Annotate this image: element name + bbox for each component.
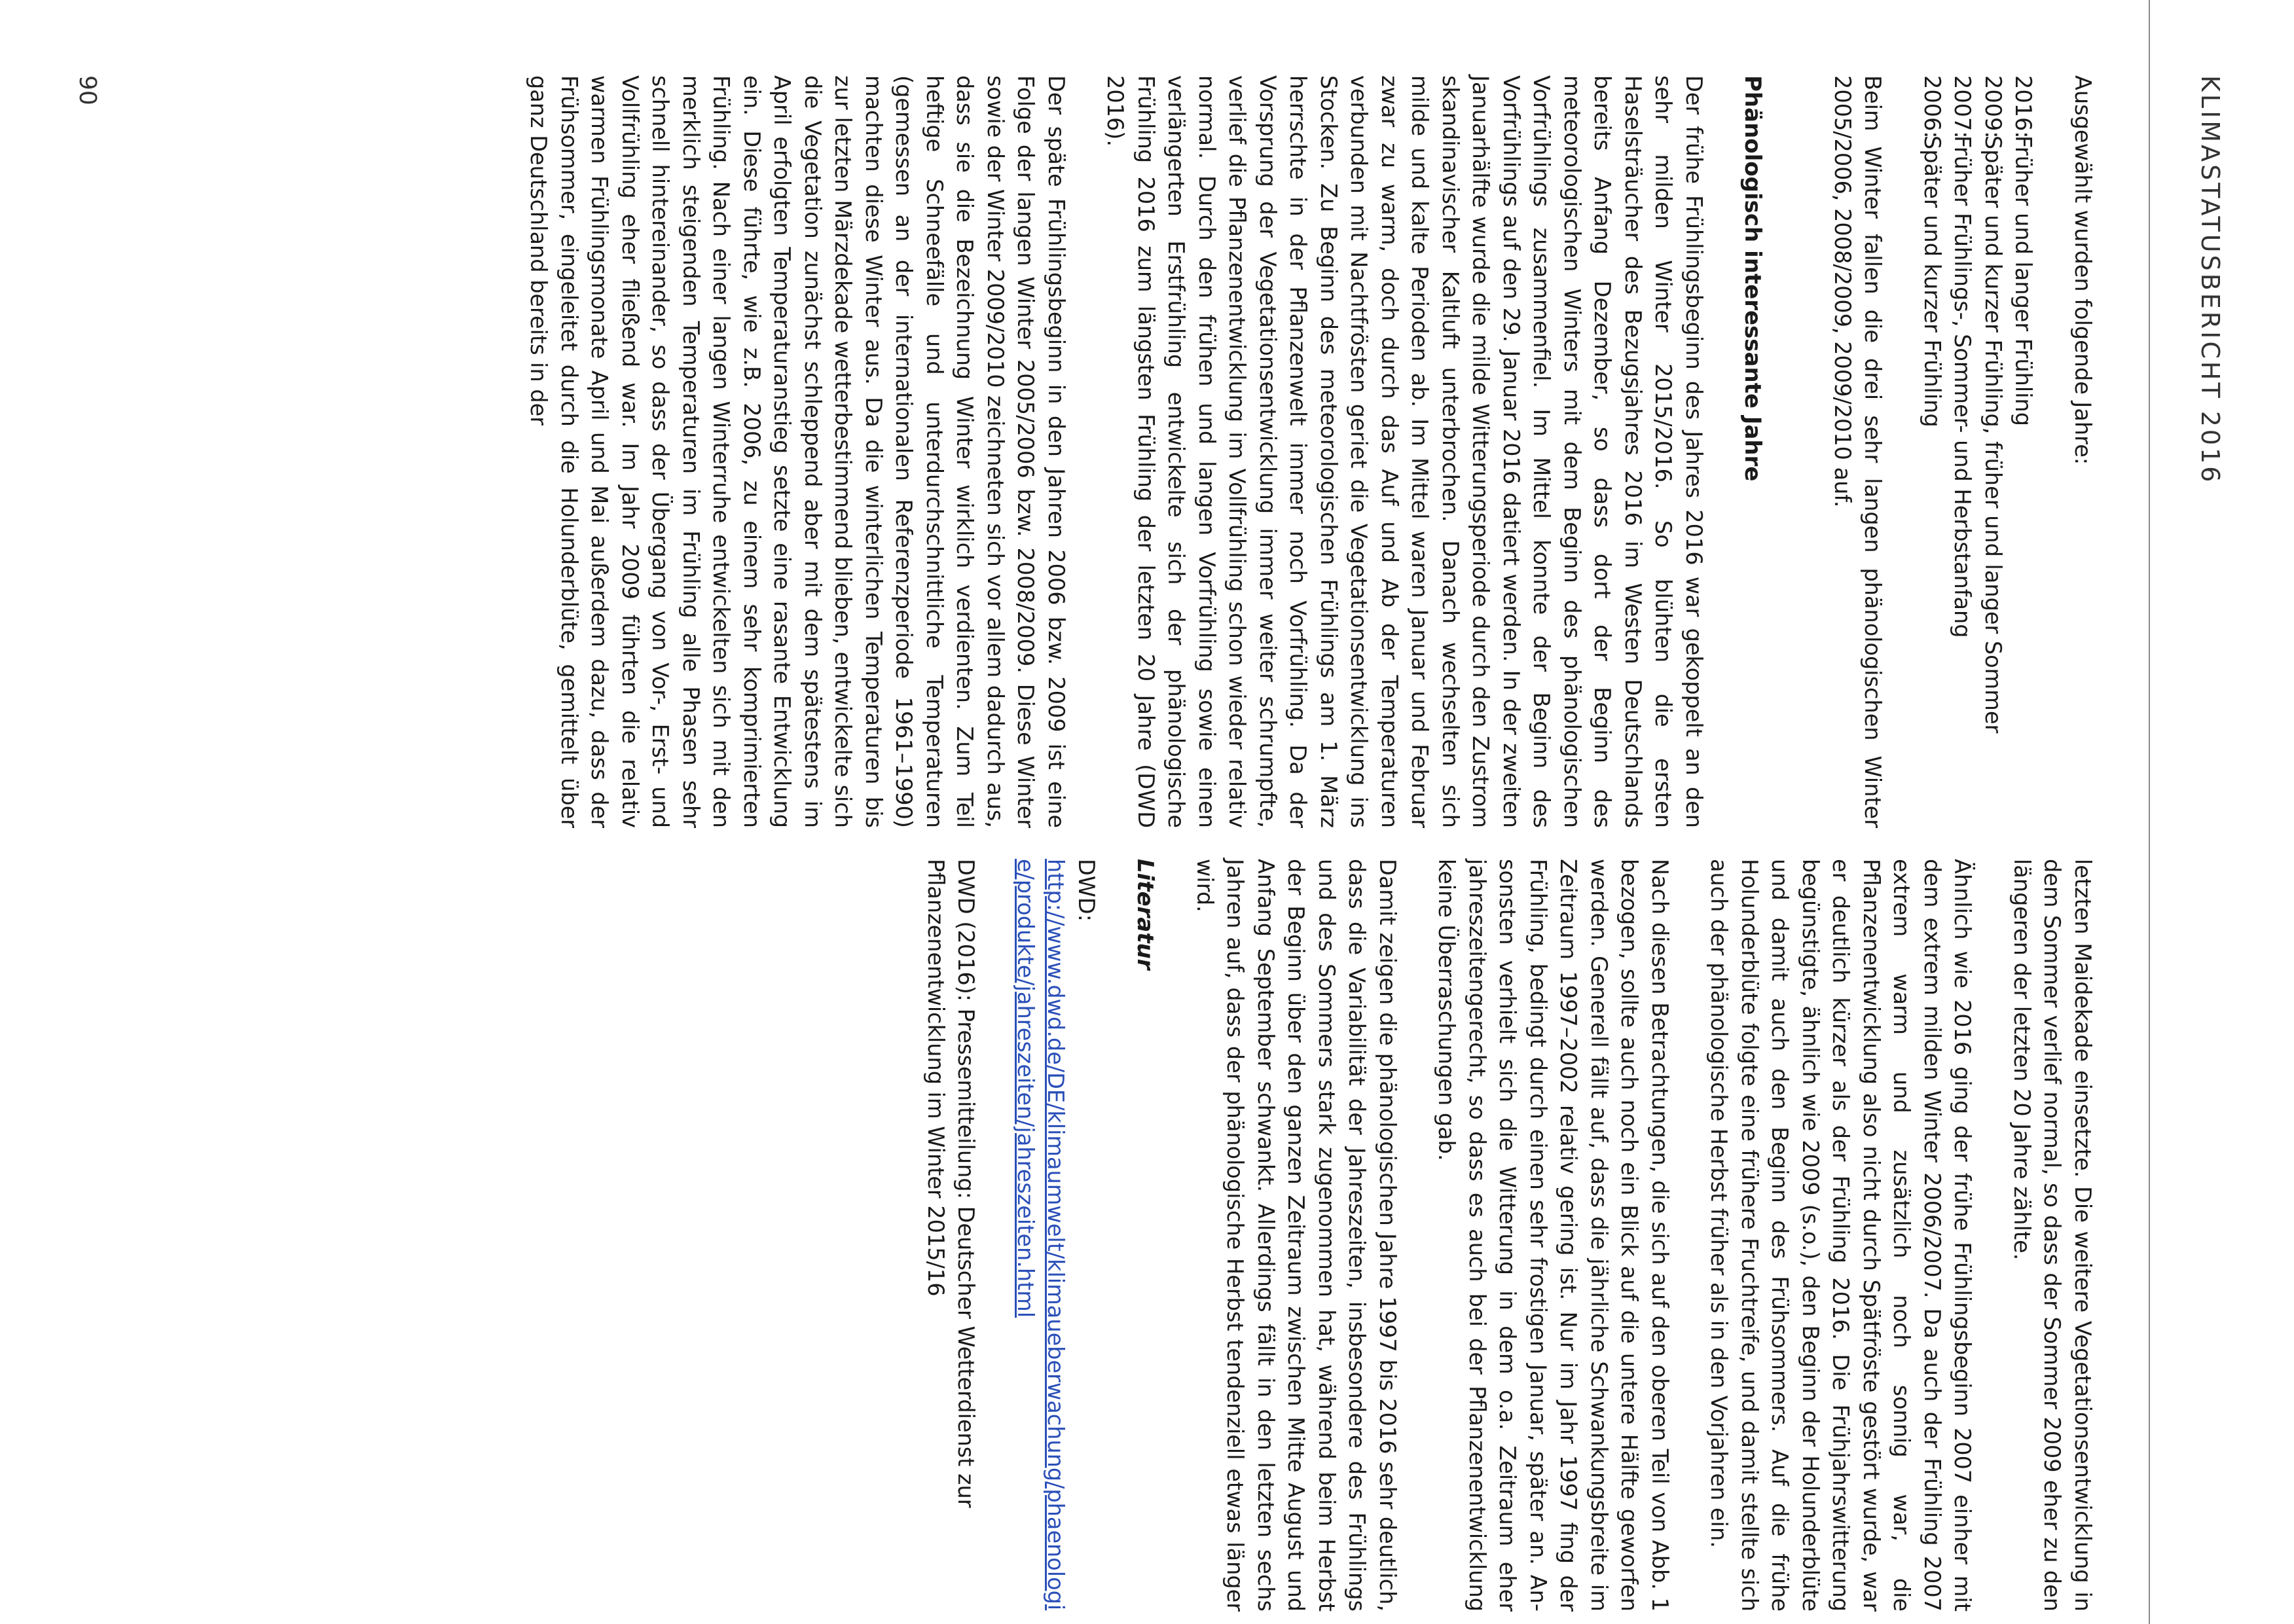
body-paragraph: letzten Maidekade einsetzte. Die weitere Vegetationsentwicklung in dem Sommer verlief normal, so dass der Sommer 2009 eher zu den längeren der letzten 20 Jahre zählte. [2009, 859, 2096, 1612]
section-heading: Phänologisch interessante Jahre [1739, 75, 1766, 482]
reference-link[interactable]: http://www.dwd.de/DE/klimaumwelt/klimaueberwachung/phaenologie/produkte/jahreszeiten/jahreszeiten.html [1013, 859, 1069, 1611]
list-year: 2009: [1980, 75, 2006, 139]
list-year: 2016: [2011, 75, 2037, 139]
running-head: KLIMASTATUSBERICHT 2016 [2196, 75, 2225, 485]
literature-heading: Literatur [1132, 859, 1159, 970]
body-paragraph: Nach diesen Betrachtungen, die sich auf den oberen Teil von Abb. 1 bezogen, sollte auch noch ein Blick auf die untere Hälfte geworfen werden. Generell fällt auf, dass die jährliche Schwankungsbreite im Zeitraum 1997–2002 relativ gering ist. Nur im Jahr 1997 fing der Frühling, bedingt durch einen sehr frostigen Januar, später an. Ansonsten verhielt sich die Witterung in dem o.a. Zeitraum eher jahreszeitengerecht, so dass es auch bei der Pflanzenentwicklung keine Überraschungen gab. [1434, 859, 1673, 1612]
list-text: Später und kurzer Frühling, früher und langer Sommer [1980, 135, 2006, 734]
list-item [1947, 75, 1978, 828]
list-text: Früher und langer Frühling [2011, 135, 2037, 427]
winters-note: Beim Winter fallen die drei sehr langen phänologischen Winter 2005/2006, 2008/2009, 2009/2010 auf. [1830, 75, 1886, 828]
reference-label: DWD: [1074, 859, 1099, 922]
page-number: 90 [74, 75, 101, 105]
list-year: 2007: [1950, 75, 1976, 139]
header-rule [2149, 0, 2150, 1624]
list-year: 2006: [1920, 75, 1945, 139]
reference-entry: DWD (2016): Pressemitteilung: Deutscher Wetterdienst zur Pflanzenentwicklung im Winter 2015/16 [923, 859, 979, 1508]
body-paragraph: Damit zeigen die phänologischen Jahre 1997 bis 2016 sehr deutlich, dass die Variabilität der Jahreszeiten, insbesondere des Frühlings und des Sommers stark zugenommen hat, während beim Herbst der Beginn über den ganzen Zeitraum zwischen Mitte August und Anfang September schwankt. Allerdings fällt in den letzten sechs Jahren auf, dass der phänologische Herbst tendenziell etwas länger wird. [1192, 859, 1400, 1612]
list-text: Früher Frühlings-, Sommer- und Herbstanfang [1950, 135, 1976, 638]
list-item [1978, 75, 2009, 828]
body-paragraph: Der frühe Frühlingsbeginn des Jahres 2016 war gekoppelt an den sehr milden Winter 2015/2016. So blühten die ersten Haselsträucher des Bezugsjahres 2016 im Westen Deutschlands bereits Anfang Dezember, so dass dort der Beginn des meteorologischen Winters mit dem Beginn des phänologischen Vorfrühlings zusammenfiel. Im Mittel konnte der Beginn des Vorfrühlings auf den 29. Januar 2016 datiert werden. In der zweiten Januarhälfte wurde die milde Witterungsperiode durch den Zustrom skandinavischer Kaltluft unterbrochen. Danach wechselten sich milde und kalte Perioden ab. Im Mittel waren Januar und Februar zwar zu warm, doch durch das Auf und Ab der Temperaturen verbunden mit Nachtfrösten geriet die Vegetationsentwicklung ins Stocken. Zu Beginn des meteorologischen Frühlings am 1. März herrschte in der Pflanzenwelt immer noch Vorfrühling. Da der Vorsprung der Vegetationsentwicklung immer weiter schrumpfte, verlief die Pflanzenentwicklung im Vollfrühling schon wieder relativ normal. Durch den frühen und langen Vorfrühling sowie einen verlängerten Erstfrühling entwickelte sich der phänologische Frühling 2016 zum längsten Frühling der letzten 20 Jahre (DWD 2016). [1102, 75, 1707, 828]
intro-text: Ausgewählt wurden folgende Jahre: [2070, 75, 2096, 465]
body-paragraph: Ähnlich wie 2016 ging der frühe Frühlingsbeginn 2007 einher mit dem extrem milden Winter 2006/2007. Da auch der Frühling 2007 extrem warm und zusätzlich noch sonnig war, die Pflanzenentwicklung also nicht durch Spätfröste gestört wurde, war er deutlich kürzer als der Frühling 2016. Die Frühjahrswitterung begünstigte, ähnlich wie 2009 (s.o.), den Beginn der Holunderblüte und damit auch den Beginn des Frühsommers. Auf die frühe Holunderblüte folgte eine frühere Fruchtreife, und damit stellte sich auch der phänologische Herbst früher als in den Vorjahren ein. [1706, 859, 1976, 1612]
list-item [2008, 75, 2039, 828]
year-list [1917, 75, 2039, 828]
left-column [494, 75, 2098, 828]
right-column [892, 859, 2098, 1612]
list-item [1917, 75, 1948, 828]
body-paragraph: Der späte Frühlingsbeginn in den Jahren 2006 bzw. 2009 ist eine Folge der langen Winter 2005/2006 bzw. 2008/2009. Diese Winter sowie der Winter 2009/2010 zeichneten sich vor allem dadurch aus, dass sie die Bezeichnung Winter wirklich verdienten. Zum Teil heftige Schneefälle und unterdurchschnittliche Temperaturen (gemessen an der internationalen Referenzperiode 1961–1990) machten diese Winter aus. Da die winterlichen Temperaturen bis zur letzten Märzdekade wetterbestimmend blieben, entwickelte sich die Vegetation zunächst schleppend aber mit dem spätestens im April erfolgten Temperaturanstieg setzte eine rasante Entwicklung ein. Diese führte, wie z.B. 2006, zu einem sehr komprimierten Frühling. Nach einer langen Winterruhe entwickelten sich mit den merklich steigenden Temperaturen im Frühling alle Phasen sehr schnell hintereinander, so dass der Übergang von Vor-, Erst- und Vollfrühling eher fließend war. Im Jahr 2009 führten die relativ warmen Frühlingsmonate April und Mai außerdem dazu, dass der Frühsommer, eingeleitet durch die Holunderblüte, gemittelt über ganz Deutschland bereits in der [526, 75, 1069, 828]
list-text: Später und kurzer Frühling [1920, 135, 1945, 427]
